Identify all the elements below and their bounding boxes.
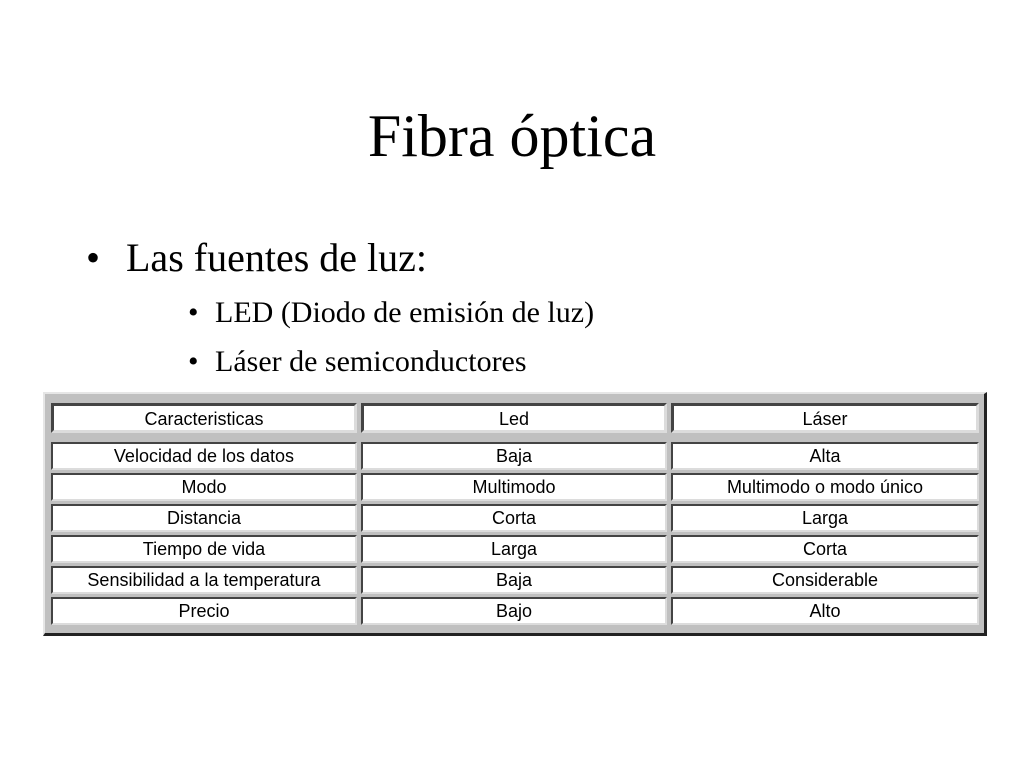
header-cell: Caracteristicas: [51, 403, 357, 433]
table-cell: Corta: [671, 535, 979, 563]
table-row: [51, 566, 979, 594]
comparison-table: [43, 392, 987, 636]
sub-bullet-laser: [188, 344, 527, 380]
table-cell: Sensibilidad a la temperatura: [51, 566, 357, 594]
sub-bullet-text: Láser de semiconductores: [215, 345, 527, 378]
slide-title: Fibra óptica: [367, 103, 657, 169]
table-cell: Velocidad de los datos: [51, 442, 357, 470]
table-cell: Tiempo de vida: [51, 535, 357, 563]
header-cell: Láser: [671, 403, 979, 433]
table-row: [51, 442, 979, 470]
table-row: [51, 597, 979, 625]
table-cell: Precio: [51, 597, 357, 625]
table-row: [51, 473, 979, 501]
table-cell: Corta: [361, 504, 667, 532]
table-cell: Baja: [361, 566, 667, 594]
table-row: [51, 504, 979, 532]
table-row: [51, 535, 979, 563]
table-cell: Alta: [671, 442, 979, 470]
bullet-dot-icon: •: [188, 296, 199, 329]
table-cell: Alto: [671, 597, 979, 625]
table-cell: Modo: [51, 473, 357, 501]
table-cell: Baja: [361, 442, 667, 470]
table-cell: Multimodo: [361, 473, 667, 501]
table-cell: Distancia: [51, 504, 357, 532]
table-header-row: [51, 403, 979, 433]
bullet-dot-icon: •: [86, 235, 101, 280]
table-cell: Larga: [671, 504, 979, 532]
header-cell: Led: [361, 403, 667, 433]
table-cell: Considerable: [671, 566, 979, 594]
table-cell: Multimodo o modo único: [671, 473, 979, 501]
bullet-dot-icon: •: [188, 345, 199, 378]
table-cell: Bajo: [361, 597, 667, 625]
sub-bullet-led: [188, 295, 594, 331]
main-bullet-text: Las fuentes de luz:: [126, 235, 427, 280]
main-bullet: [86, 234, 427, 282]
sub-bullet-text: LED (Diodo de emisión de luz): [215, 296, 595, 329]
table-cell: Larga: [361, 535, 667, 563]
